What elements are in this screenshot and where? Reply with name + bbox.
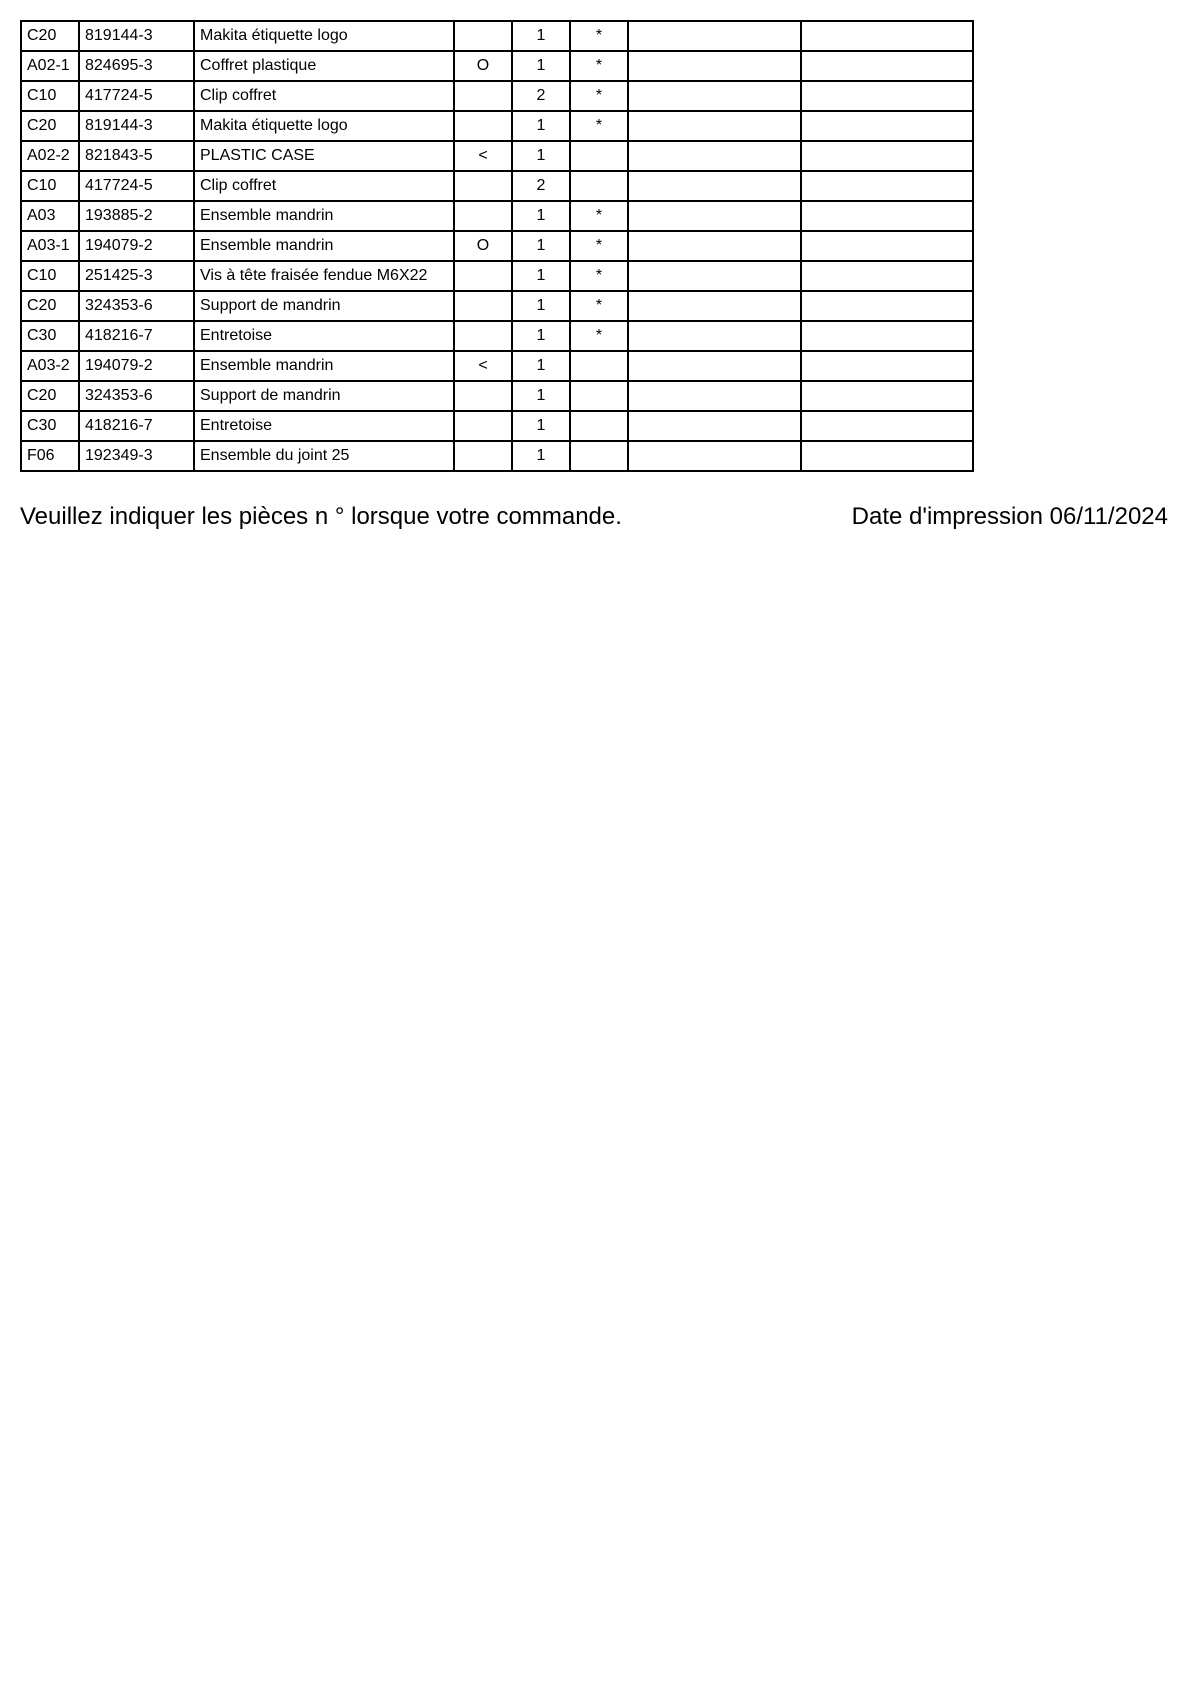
ref-cell: C30 [21,411,79,441]
mark-cell [570,441,628,471]
part-number-cell: 824695-3 [79,51,194,81]
ref-cell: C20 [21,381,79,411]
ref-cell: C20 [21,21,79,51]
quantity-cell: 1 [512,111,570,141]
empty-cell [628,291,801,321]
empty-cell [628,261,801,291]
mark-cell [570,141,628,171]
mark-cell: * [570,321,628,351]
flag-cell [454,381,512,411]
table-row [21,51,973,81]
ref-cell: A02-2 [21,141,79,171]
mark-cell: * [570,201,628,231]
empty-cell [801,351,973,381]
mark-cell [570,351,628,381]
empty-cell [628,231,801,261]
empty-cell [801,111,973,141]
quantity-cell: 1 [512,201,570,231]
description-cell: Ensemble du joint 25 [194,441,454,471]
quantity-cell: 1 [512,51,570,81]
empty-cell [628,201,801,231]
description-cell: PLASTIC CASE [194,141,454,171]
flag-cell: O [454,231,512,261]
quantity-cell: 1 [512,351,570,381]
flag-cell [454,111,512,141]
empty-cell [628,171,801,201]
description-cell: Ensemble mandrin [194,231,454,261]
mark-cell: * [570,21,628,51]
table-row [21,321,973,351]
empty-cell [628,51,801,81]
mark-cell [570,411,628,441]
quantity-cell: 1 [512,141,570,171]
mark-cell: * [570,111,628,141]
empty-cell [801,321,973,351]
empty-cell [801,441,973,471]
part-number-cell: 418216-7 [79,411,194,441]
empty-cell [628,21,801,51]
order-note: Veuillez indiquer les pièces n ° lorsque votre commande. [20,503,622,530]
part-number-cell: 417724-5 [79,171,194,201]
empty-cell [801,21,973,51]
part-number-cell: 819144-3 [79,21,194,51]
flag-cell: O [454,51,512,81]
flag-cell [454,411,512,441]
table-row [21,81,973,111]
description-cell: Clip coffret [194,171,454,201]
table-row [21,381,973,411]
ref-cell: C10 [21,81,79,111]
quantity-cell: 1 [512,441,570,471]
quantity-cell: 1 [512,381,570,411]
flag-cell: < [454,141,512,171]
description-cell: Entretoise [194,411,454,441]
empty-cell [628,351,801,381]
part-number-cell: 324353-6 [79,381,194,411]
empty-cell [628,321,801,351]
ref-cell: A03-1 [21,231,79,261]
description-cell: Vis à tête fraisée fendue M6X22 [194,261,454,291]
table-row [21,201,973,231]
quantity-cell: 1 [512,261,570,291]
ref-cell: C30 [21,321,79,351]
quantity-cell: 1 [512,411,570,441]
part-number-cell: 417724-5 [79,81,194,111]
mark-cell: * [570,231,628,261]
table-row [21,411,973,441]
mark-cell: * [570,261,628,291]
empty-cell [628,441,801,471]
table-row [21,351,973,381]
table-row [21,21,973,51]
empty-cell [801,411,973,441]
table-row [21,111,973,141]
ref-cell: C10 [21,171,79,201]
ref-cell: C20 [21,291,79,321]
ref-cell: C10 [21,261,79,291]
table-row [21,231,973,261]
empty-cell [801,201,973,231]
part-number-cell: 418216-7 [79,321,194,351]
empty-cell [801,261,973,291]
empty-cell [801,381,973,411]
mark-cell: * [570,51,628,81]
ref-cell: A03 [21,201,79,231]
print-date: Date d'impression 06/11/2024 [851,503,1168,530]
part-number-cell: 193885-2 [79,201,194,231]
ref-cell: F06 [21,441,79,471]
flag-cell [454,81,512,111]
description-cell: Support de mandrin [194,381,454,411]
mark-cell: * [570,81,628,111]
empty-cell [801,51,973,81]
flag-cell [454,321,512,351]
empty-cell [628,81,801,111]
description-cell: Makita étiquette logo [194,111,454,141]
quantity-cell: 2 [512,171,570,201]
description-cell: Coffret plastique [194,51,454,81]
flag-cell: < [454,351,512,381]
empty-cell [801,171,973,201]
part-number-cell: 819144-3 [79,111,194,141]
description-cell: Clip coffret [194,81,454,111]
part-number-cell: 324353-6 [79,291,194,321]
table-row [21,141,973,171]
table-row [21,171,973,201]
flag-cell [454,21,512,51]
flag-cell [454,201,512,231]
part-number-cell: 821843-5 [79,141,194,171]
ref-cell: A02-1 [21,51,79,81]
empty-cell [801,141,973,171]
quantity-cell: 1 [512,291,570,321]
empty-cell [628,381,801,411]
quantity-cell: 1 [512,231,570,261]
description-cell: Entretoise [194,321,454,351]
parts-table-body [21,21,973,471]
empty-cell [628,411,801,441]
mark-cell [570,381,628,411]
part-number-cell: 194079-2 [79,351,194,381]
description-cell: Support de mandrin [194,291,454,321]
parts-table [20,20,974,472]
empty-cell [628,111,801,141]
mark-cell: * [570,291,628,321]
ref-cell: A03-2 [21,351,79,381]
part-number-cell: 194079-2 [79,231,194,261]
table-row [21,291,973,321]
empty-cell [801,81,973,111]
ref-cell: C20 [21,111,79,141]
mark-cell [570,171,628,201]
description-cell: Ensemble mandrin [194,351,454,381]
flag-cell [454,171,512,201]
empty-cell [801,231,973,261]
flag-cell [454,441,512,471]
description-cell: Ensemble mandrin [194,201,454,231]
part-number-cell: 251425-3 [79,261,194,291]
empty-cell [628,141,801,171]
description-cell: Makita étiquette logo [194,21,454,51]
table-row [21,261,973,291]
quantity-cell: 1 [512,21,570,51]
flag-cell [454,291,512,321]
quantity-cell: 2 [512,81,570,111]
flag-cell [454,261,512,291]
part-number-cell: 192349-3 [79,441,194,471]
quantity-cell: 1 [512,321,570,351]
empty-cell [801,291,973,321]
table-row [21,441,973,471]
